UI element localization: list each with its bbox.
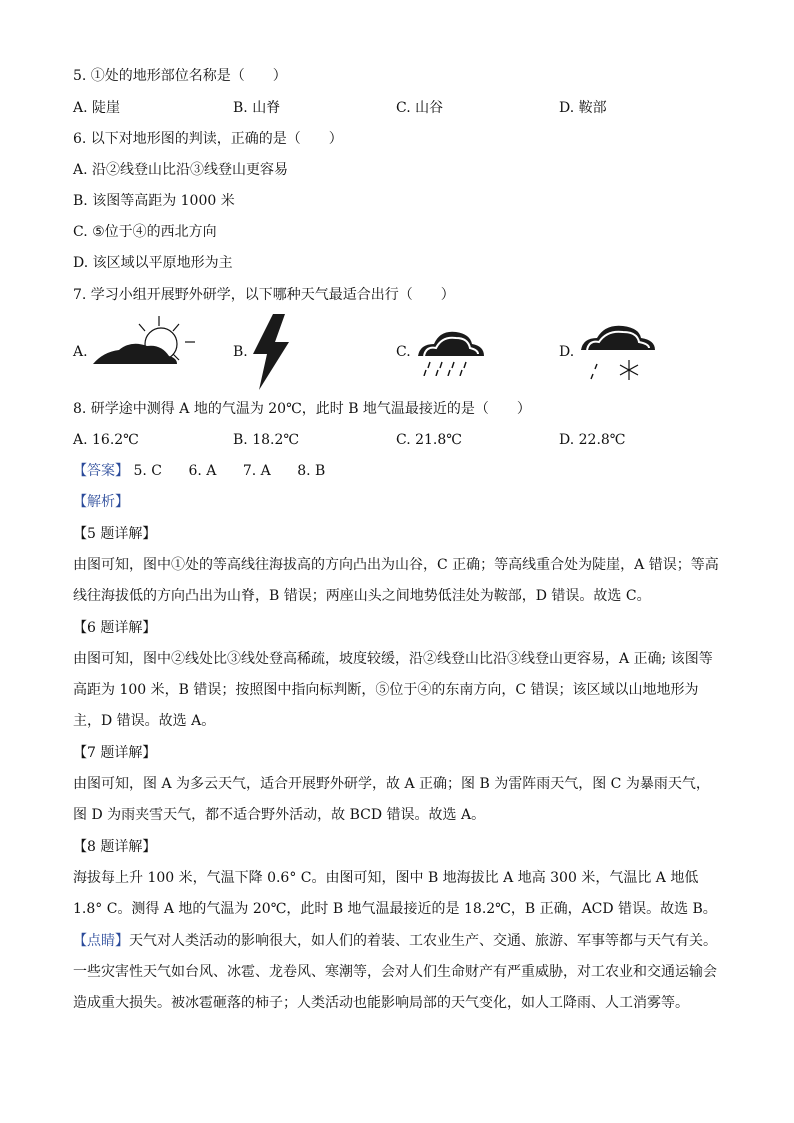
q7-option-b-label: B. [233,344,248,360]
q8-option-b: B. 18.2℃ [233,432,300,448]
q5-stem: 5. ①处的地形部位名称是（ ） [73,68,287,84]
detail5-label: 【5 题详解】 [73,526,157,542]
note-label: 【点睛】 [73,933,129,949]
answer-item: 7. A [242,463,271,479]
q7-option-c-label: C. [396,344,411,360]
q7-option-d [559,312,669,392]
answer-item: 5. C [133,463,162,479]
q6-option-b: B. 该图等高距为 1000 米 [73,193,235,209]
q7-option-a [73,312,213,392]
detail5-text: 由图可知，图中①处的等高线往海拔高的方向凸出为山谷，C 正确；等高线重合处为陡崖，A 错误；等高线往海拔低的方向凸出为山脊，B 错误；两座山头之间地势低洼处为鞍部，D 错误。故选 C。 [73,557,719,604]
q6-stem: 6. 以下对地形图的判读，正确的是（ ） [73,131,343,147]
q6-option-a: A. 沿②线登山比沿③线登山更容易 [73,162,289,178]
q7-option-b [233,312,313,392]
q5-option-c: C. 山谷 [396,100,444,116]
q8-stem: 8. 研学途中测得 A 地的气温为 20℃，此时 B 地气温最接近的是（ ） [73,401,531,417]
answer-item: 6. A [188,463,217,479]
q5-option-d: D. 鞍部 [559,100,607,116]
q5-option-b: B. 山脊 [233,100,281,116]
q8-option-d: D. 22.8℃ [559,432,626,448]
detail7-text: 由图可知，图 A 为多云天气，适合开展野外研学，故 A 正确；图 B 为雷阵雨天气，图 C 为暴雨天气，图 D 为雨夹雪天气，都不适合野外活动，故 BCD 错误。故选 A。 [73,776,710,823]
q7-option-d-label: D. [559,344,575,360]
q7-option-c [396,312,496,392]
detail8-text: 海拔每上升 100 米，气温下降 0.6° C。由图可知，图中 B 地海拔比 A 地高 300 米，气温比 A 地低 1.8° C。测得 A 地的气温为 20℃，此时 B 地气温最接近的是 18.2℃，B 正确，ACD 错误。故选 B。 [73,870,717,917]
q8-options [73,430,733,450]
detail6-text: 由图可知，图中②线处比③线处登高稀疏，坡度较缓，沿②线登山比沿③线登山更容易，A 正确; 该图等高距为 100 米，B 错误；按照图中指向标判断，⑤位于④的东南方向，C 错误；该区域以山地地形为主，D 错误。故选 A。 [73,651,713,729]
q7-options [73,312,733,392]
q5-option-a: A. 陡崖 [73,100,121,116]
note-text: 天气对人类活动的影响很大，如人们的着装、工农业生产、交通、旅游、军事等都与天气有关。一些灾害性天气如台风、冰雹、龙卷风、寒潮等，会对人们生命财产有严重威胁，对工农业和交通运输会造成重大损失。被冰雹砸落的柿子；人类活动也能影响局部的天气变化，如人工降雨、人工消雾等。 [73,933,717,1011]
q6-option-c: C. ⑤位于④的西北方向 [73,224,217,240]
q6-option-d: D. 该区域以平原地形为主 [73,255,233,271]
detail6-label: 【6 题详解】 [73,620,157,636]
detail7-label: 【7 题详解】 [73,745,157,761]
answer-item: 8. B [297,463,326,479]
answer-label: 【答案】 [73,463,129,479]
q8-option-a: A. 16.2℃ [73,432,139,448]
q7-option-a-label: A. [73,344,88,360]
partly-cloudy-icon [89,312,201,372]
q7-stem: 7. 学习小组开展野外研学，以下哪种天气最适合出行（ ） [73,287,455,303]
answer-line [73,461,347,481]
heavy-rain-icon [414,326,488,376]
analysis-label: 【解析】 [73,494,129,510]
q8-option-c: C. 21.8℃ [396,432,462,448]
detail8-label: 【8 题详解】 [73,839,157,855]
sleet-icon [577,322,661,384]
lightning-icon [251,314,293,390]
q5-options [73,98,733,118]
note-paragraph [73,926,723,1019]
